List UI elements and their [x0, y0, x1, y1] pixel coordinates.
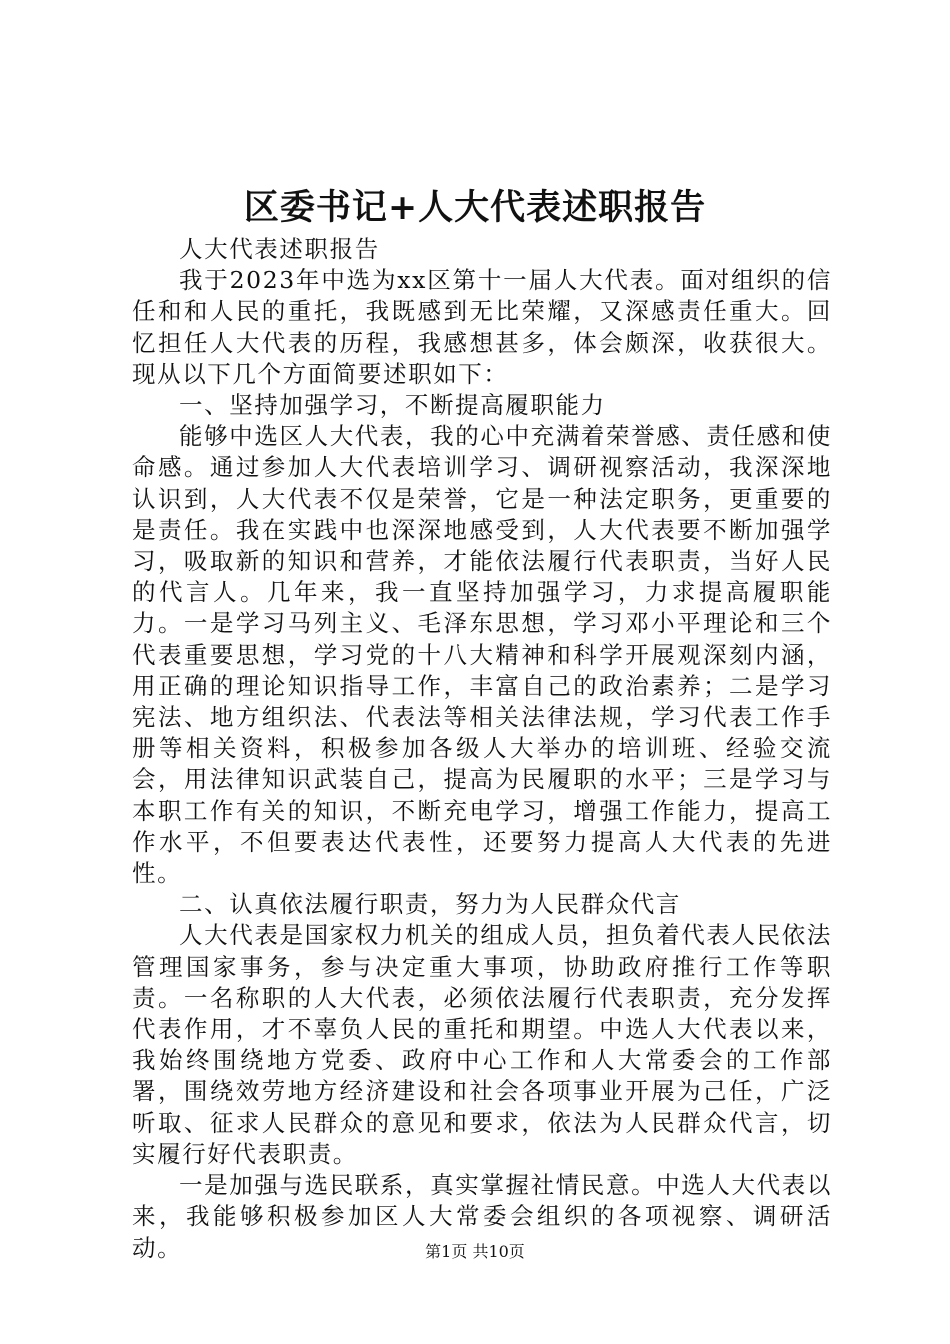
- document-body: [132, 234, 832, 1264]
- paragraph-subtitle: 人大代表述职报告: [179, 235, 380, 263]
- section-heading-1: 一、坚持加强学习，不断提高履职能力: [179, 391, 606, 420]
- document-title: 区委书记+人大代表述职报告: [243, 187, 707, 228]
- paragraph-point-1: 一是加强与选民联系，真实掌握社情民意。中选人大代表以来，我能够积极参加区人大常委会组织的各项视察、调研活动。: [132, 1171, 832, 1262]
- page-footer: 第1页 共10页: [425, 1242, 525, 1261]
- paragraph-section-1: 能够中选区人大代表，我的心中充满着荣誉感、责任感和使命感。通过参加人大代表培训学习、调研视察活动，我深深地认识到，人大代表不仅是荣誉，它是一种法定职务，更重要的是责任。我在实践中也深深地感受到，人大代表要不断加强学习，吸取新的知识和营养，才能依法履行代表职责，当好人民的代言人。几年来，我一直坚持加强学习，力求提高履职能力。一是学习马列主义、毛泽东思想，学习邓小平理论和三个代表重要思想，学习党的十八大精神和科学开展观深刻内涵，用正确的理论知识指导工作，丰富自己的政治素养；二是学习宪法、地方组织法、代表法等相关法律法规，学习代表工作手册等相关资料，积极参加各级人大举办的培训班、经验交流会，用法律知识武装自己，提高为民履职的水平；三是学习与本职工作有关的知识，不断充电学习，增强工作能力，提高工作水平，不但要表达代表性，还要努力提高人大代表的先进性。: [132, 422, 832, 888]
- section-heading-2: 二、认真依法履行职责，努力为人民群众代言: [179, 890, 681, 919]
- paragraph-section-2: 人大代表是国家权力机关的组成人员，担负着代表人民依法管理国家事务，参与决定重大事项，协助政府推行工作等职责。一名称职的人大代表，必须依法履行代表职责，充分发挥代表作用，才不辜负人民的重托和期望。中选人大代表以来，我始终围绕地方党委、政府中心工作和人大常委会的工作部署，围绕效劳地方经济建设和社会各项事业开展为己任，广泛听取、征求人民群众的意见和要求，依法为人民群众代言，切实履行好代表职责。: [132, 921, 832, 1168]
- paragraph-intro: 我于2023年中选为xx区第十一届人大代表。面对组织的信任和和人民的重托，我既感到无比荣耀，又深感责任重大。回忆担任人大代表的历程，我感想甚多，体会颇深，收获很大。现从以下几个方面简要述职如下：: [132, 266, 832, 388]
